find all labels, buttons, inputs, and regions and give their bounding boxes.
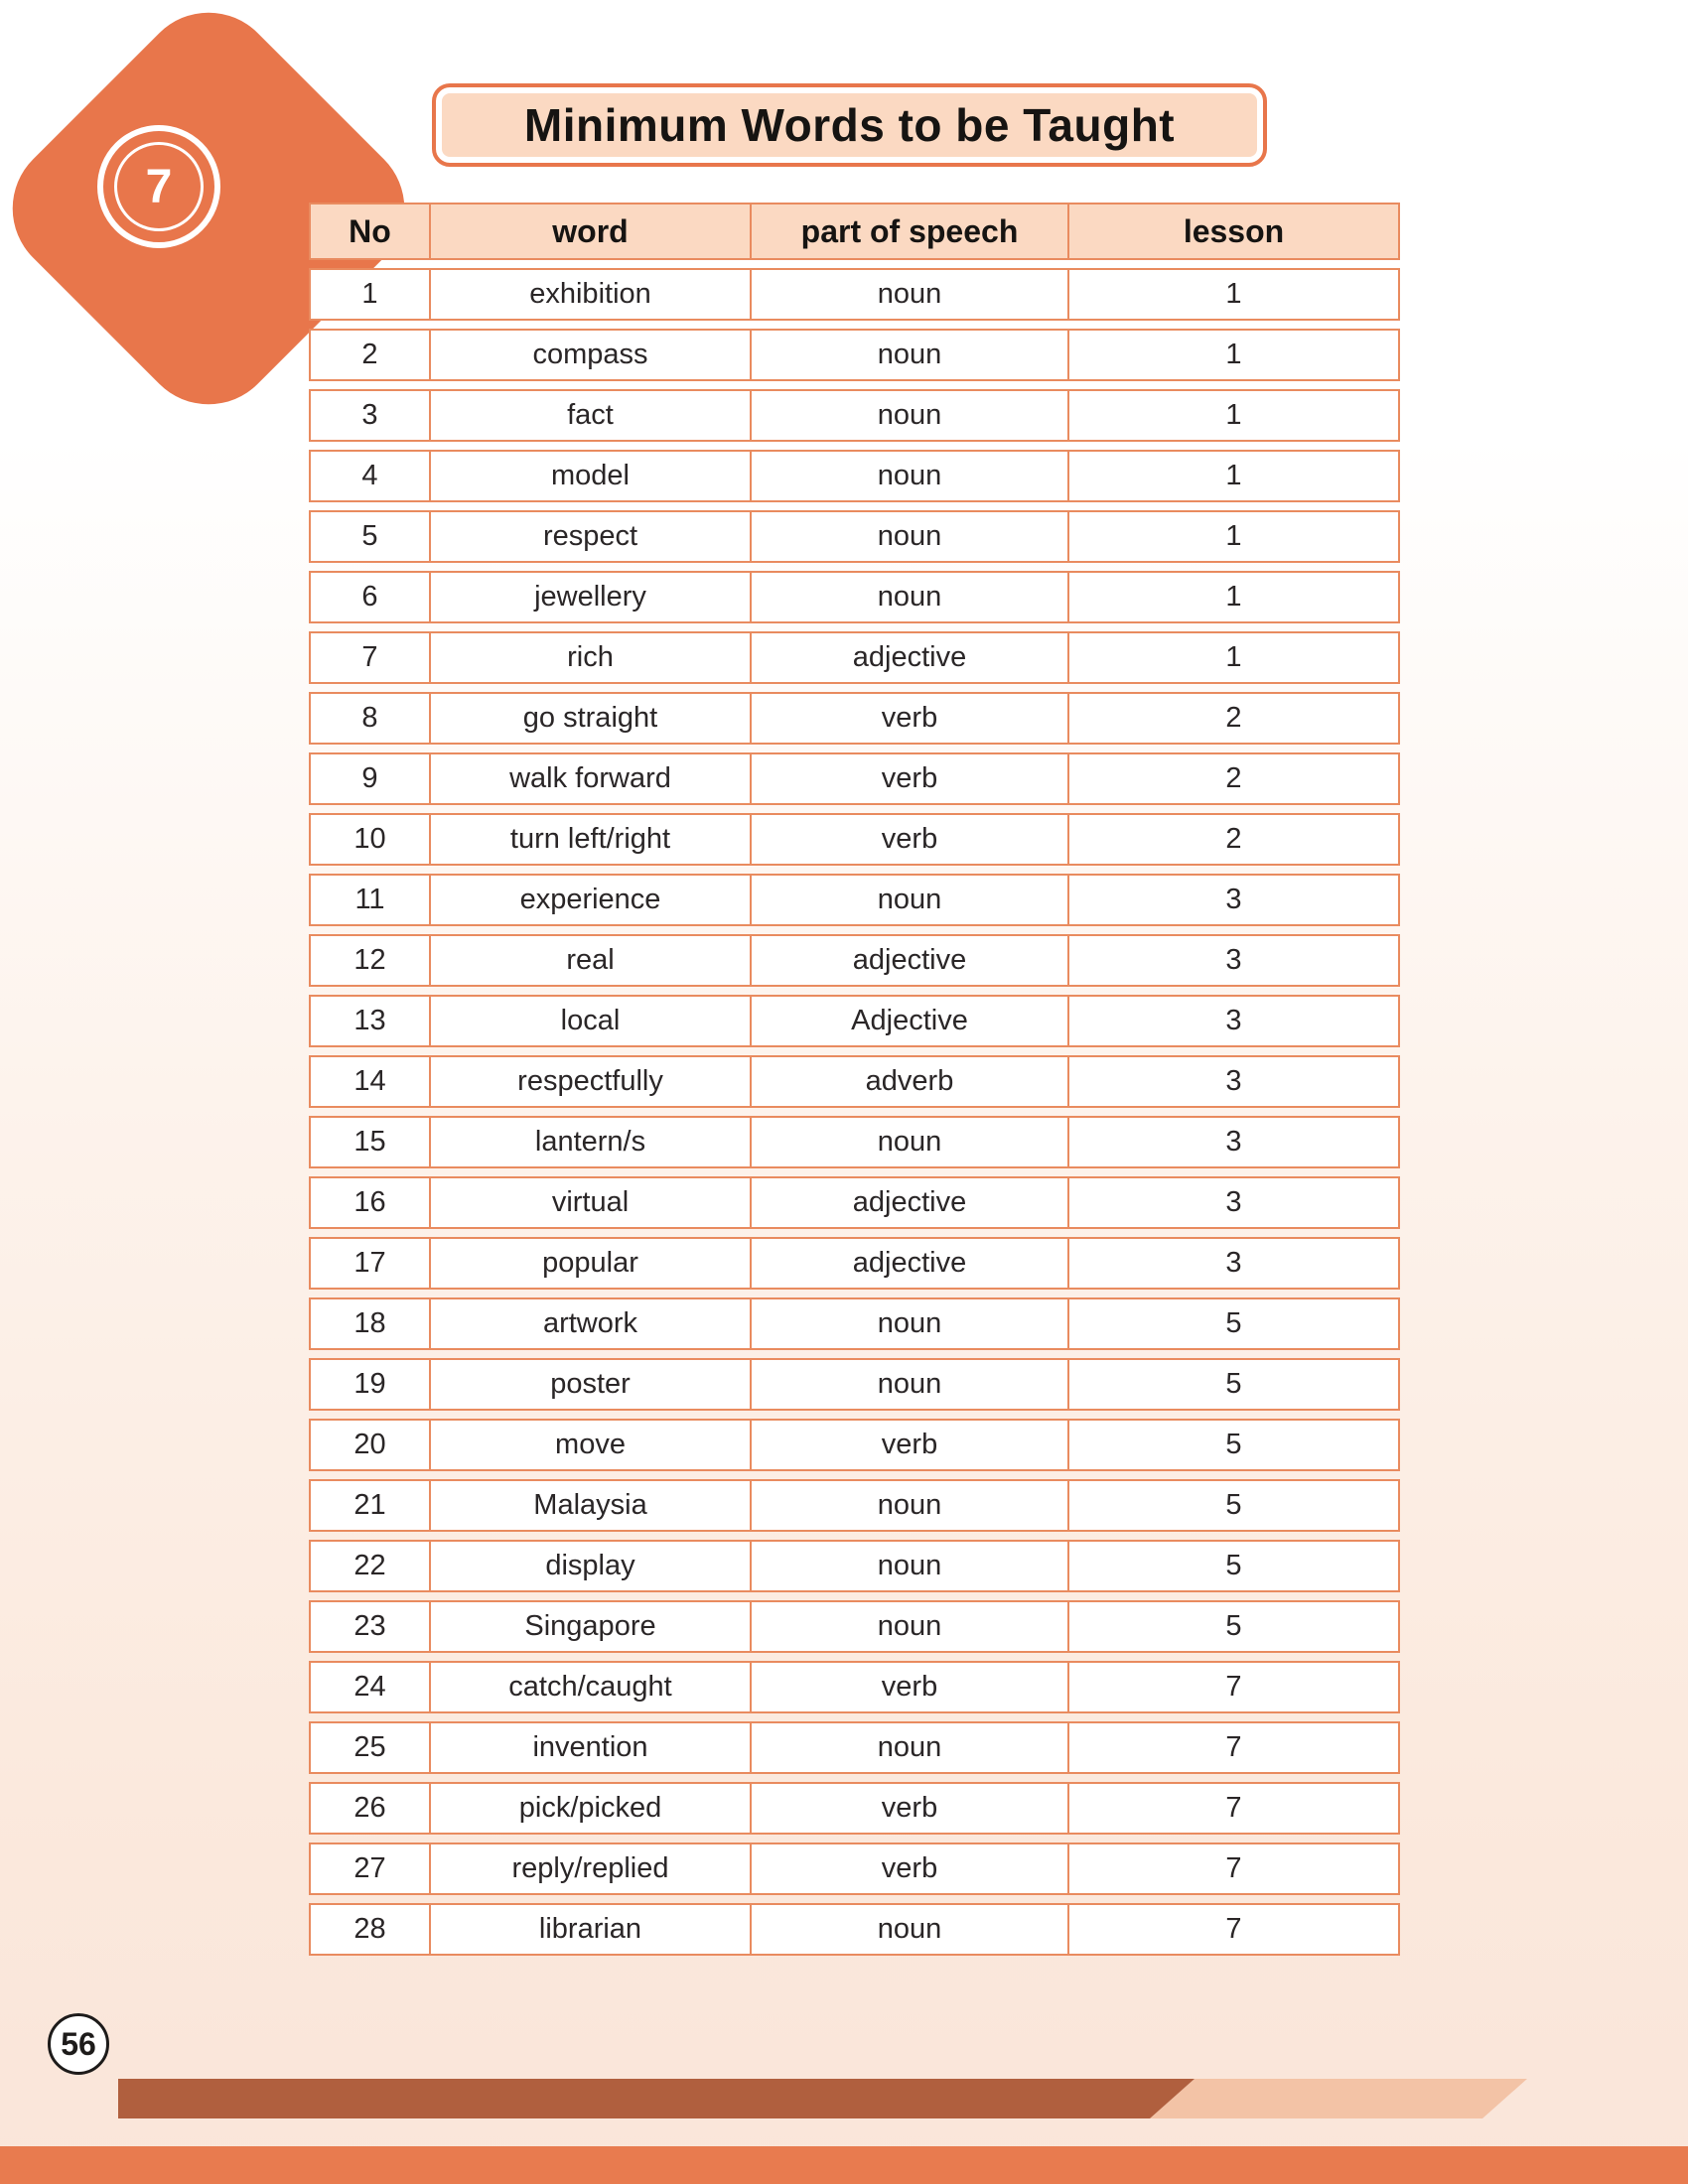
footer-light-stripe	[1150, 2079, 1527, 2118]
cell-no: 21	[309, 1479, 431, 1532]
cell-word: invention	[431, 1721, 752, 1774]
cell-no: 20	[309, 1419, 431, 1471]
table-row	[309, 752, 1400, 805]
cell-lesson: 3	[1069, 1237, 1400, 1290]
cell-lesson: 1	[1069, 268, 1400, 321]
cell-part-of-speech: noun	[752, 1297, 1069, 1350]
footer-bottom-stripe	[0, 2146, 1688, 2184]
cell-part-of-speech: verb	[752, 1843, 1069, 1895]
cell-no: 1	[309, 268, 431, 321]
cell-part-of-speech: noun	[752, 389, 1069, 442]
cell-lesson: 1	[1069, 631, 1400, 684]
table-row	[309, 813, 1400, 866]
cell-word: pick/picked	[431, 1782, 752, 1835]
cell-no: 6	[309, 571, 431, 623]
cell-no: 17	[309, 1237, 431, 1290]
cell-part-of-speech: noun	[752, 571, 1069, 623]
table-row	[309, 329, 1400, 381]
cell-lesson: 3	[1069, 934, 1400, 987]
cell-no: 14	[309, 1055, 431, 1108]
cell-lesson: 3	[1069, 1116, 1400, 1168]
table-row	[309, 1600, 1400, 1653]
cell-lesson: 5	[1069, 1600, 1400, 1653]
page-number-badge	[48, 2013, 109, 2075]
page-title-banner	[432, 83, 1267, 167]
cell-no: 2	[309, 329, 431, 381]
page-title: Minimum Words to be Taught	[523, 99, 1176, 151]
cell-lesson: 5	[1069, 1419, 1400, 1471]
cell-word: display	[431, 1540, 752, 1592]
cell-part-of-speech: Adjective	[752, 995, 1069, 1047]
table-row	[309, 268, 1400, 321]
unit-badge	[97, 125, 220, 248]
cell-no: 28	[309, 1903, 431, 1956]
cell-part-of-speech: noun	[752, 874, 1069, 926]
cell-word: poster	[431, 1358, 752, 1411]
cell-no: 10	[309, 813, 431, 866]
cell-word: go straight	[431, 692, 752, 745]
cell-word: Malaysia	[431, 1479, 752, 1532]
cell-part-of-speech: verb	[752, 692, 1069, 745]
cell-no: 8	[309, 692, 431, 745]
cell-lesson: 7	[1069, 1661, 1400, 1713]
cell-part-of-speech: noun	[752, 1358, 1069, 1411]
cell-word: Singapore	[431, 1600, 752, 1653]
cell-word: exhibition	[431, 268, 752, 321]
cell-part-of-speech: adverb	[752, 1055, 1069, 1108]
cell-part-of-speech: noun	[752, 1540, 1069, 1592]
cell-word: experience	[431, 874, 752, 926]
cell-part-of-speech: noun	[752, 329, 1069, 381]
cell-part-of-speech: verb	[752, 1419, 1069, 1471]
table-row	[309, 692, 1400, 745]
cell-no: 23	[309, 1600, 431, 1653]
cell-lesson: 5	[1069, 1479, 1400, 1532]
footer-dark-stripe	[118, 2079, 1195, 2118]
cell-no: 19	[309, 1358, 431, 1411]
cell-no: 16	[309, 1176, 431, 1229]
table-row	[309, 1843, 1400, 1895]
cell-no: 9	[309, 752, 431, 805]
cell-lesson: 7	[1069, 1721, 1400, 1774]
cell-no: 18	[309, 1297, 431, 1350]
unit-badge-number	[114, 142, 204, 231]
cell-lesson: 2	[1069, 813, 1400, 866]
cell-no: 12	[309, 934, 431, 987]
cell-word: real	[431, 934, 752, 987]
word-table-header	[309, 203, 1400, 260]
cell-no: 4	[309, 450, 431, 502]
cell-part-of-speech: noun	[752, 1600, 1069, 1653]
table-row	[309, 389, 1400, 442]
cell-part-of-speech: adjective	[752, 934, 1069, 987]
cell-part-of-speech: verb	[752, 1661, 1069, 1713]
header-no: No	[309, 203, 431, 260]
table-row	[309, 1782, 1400, 1835]
cell-word: move	[431, 1419, 752, 1471]
cell-part-of-speech: noun	[752, 510, 1069, 563]
cell-lesson: 5	[1069, 1358, 1400, 1411]
cell-lesson: 1	[1069, 450, 1400, 502]
table-row	[309, 1661, 1400, 1713]
cell-word: librarian	[431, 1903, 752, 1956]
header-word: word	[431, 203, 752, 260]
cell-part-of-speech: adjective	[752, 631, 1069, 684]
cell-no: 27	[309, 1843, 431, 1895]
table-row	[309, 1479, 1400, 1532]
cell-word: local	[431, 995, 752, 1047]
cell-word: catch/caught	[431, 1661, 752, 1713]
cell-word: reply/replied	[431, 1843, 752, 1895]
cell-lesson: 1	[1069, 329, 1400, 381]
cell-no: 25	[309, 1721, 431, 1774]
table-row	[309, 1540, 1400, 1592]
word-table-body	[309, 268, 1400, 1956]
word-table	[309, 195, 1400, 1964]
cell-word: jewellery	[431, 571, 752, 623]
cell-no: 22	[309, 1540, 431, 1592]
cell-lesson: 1	[1069, 510, 1400, 563]
cell-word: fact	[431, 389, 752, 442]
cell-part-of-speech: adjective	[752, 1176, 1069, 1229]
cell-lesson: 3	[1069, 1055, 1400, 1108]
cell-word: respectfully	[431, 1055, 752, 1108]
table-row	[309, 450, 1400, 502]
cell-lesson: 3	[1069, 874, 1400, 926]
cell-word: popular	[431, 1237, 752, 1290]
table-row	[309, 874, 1400, 926]
cell-part-of-speech: verb	[752, 1782, 1069, 1835]
table-row	[309, 1358, 1400, 1411]
cell-word: compass	[431, 329, 752, 381]
cell-lesson: 7	[1069, 1843, 1400, 1895]
table-row	[309, 934, 1400, 987]
cell-word: virtual	[431, 1176, 752, 1229]
table-row	[309, 1116, 1400, 1168]
cell-no: 7	[309, 631, 431, 684]
cell-part-of-speech: noun	[752, 268, 1069, 321]
cell-word: respect	[431, 510, 752, 563]
table-row	[309, 1237, 1400, 1290]
cell-part-of-speech: noun	[752, 450, 1069, 502]
cell-no: 15	[309, 1116, 431, 1168]
cell-no: 11	[309, 874, 431, 926]
unit-number-text: 7	[145, 160, 173, 213]
cell-no: 5	[309, 510, 431, 563]
cell-lesson: 2	[1069, 752, 1400, 805]
cell-word: walk forward	[431, 752, 752, 805]
cell-lesson: 1	[1069, 571, 1400, 623]
header-lesson: lesson	[1069, 203, 1400, 260]
cell-no: 3	[309, 389, 431, 442]
cell-word: rich	[431, 631, 752, 684]
table-row	[309, 1419, 1400, 1471]
cell-lesson: 5	[1069, 1297, 1400, 1350]
table-row	[309, 1721, 1400, 1774]
table-row	[309, 1903, 1400, 1956]
cell-word: lantern/s	[431, 1116, 752, 1168]
cell-lesson: 3	[1069, 1176, 1400, 1229]
table-row	[309, 510, 1400, 563]
cell-word: turn left/right	[431, 813, 752, 866]
table-row	[309, 1297, 1400, 1350]
cell-lesson: 3	[1069, 995, 1400, 1047]
header-part-of-speech: part of speech	[752, 203, 1069, 260]
cell-part-of-speech: noun	[752, 1721, 1069, 1774]
cell-part-of-speech: verb	[752, 813, 1069, 866]
table-row	[309, 995, 1400, 1047]
cell-part-of-speech: noun	[752, 1479, 1069, 1532]
cell-part-of-speech: noun	[752, 1116, 1069, 1168]
table-row	[309, 1055, 1400, 1108]
cell-lesson: 5	[1069, 1540, 1400, 1592]
header-row	[309, 203, 1400, 260]
table-row	[309, 631, 1400, 684]
page-number: 56	[61, 2025, 96, 2062]
cell-lesson: 2	[1069, 692, 1400, 745]
cell-word: model	[431, 450, 752, 502]
cell-part-of-speech: verb	[752, 752, 1069, 805]
cell-part-of-speech: noun	[752, 1903, 1069, 1956]
cell-lesson: 7	[1069, 1903, 1400, 1956]
cell-no: 24	[309, 1661, 431, 1713]
cell-lesson: 7	[1069, 1782, 1400, 1835]
cell-part-of-speech: adjective	[752, 1237, 1069, 1290]
table-row	[309, 571, 1400, 623]
cell-word: artwork	[431, 1297, 752, 1350]
cell-lesson: 1	[1069, 389, 1400, 442]
table-row	[309, 1176, 1400, 1229]
cell-no: 26	[309, 1782, 431, 1835]
cell-no: 13	[309, 995, 431, 1047]
